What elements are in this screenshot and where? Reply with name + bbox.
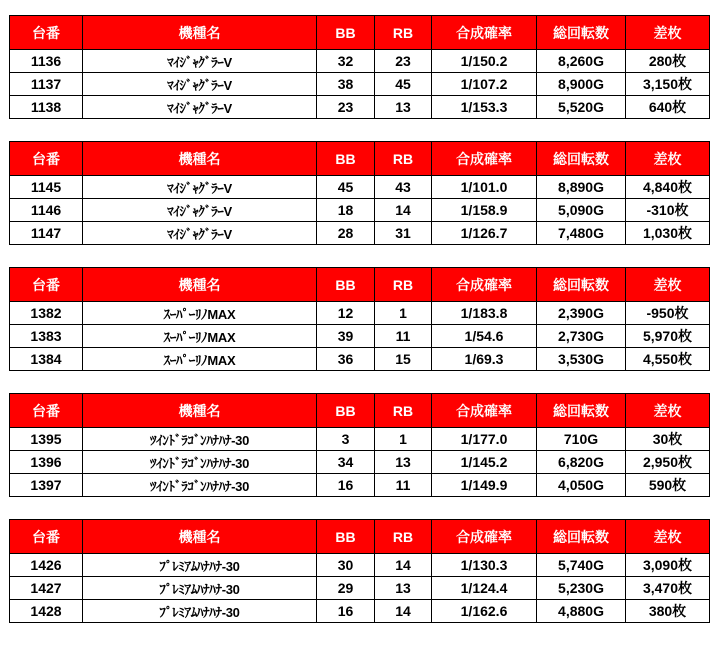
- table-row: [10, 428, 710, 451]
- slot-table: [9, 267, 710, 371]
- cell-combined-probability: 1/177.0: [432, 428, 537, 451]
- header-combined-probability: 合成確率: [432, 394, 537, 428]
- table-row: [10, 222, 710, 245]
- header-bb: BB: [317, 142, 375, 176]
- cell-rb: 1: [375, 302, 432, 325]
- cell-combined-probability: 1/145.2: [432, 451, 537, 474]
- header-medal-difference: 差枚: [626, 520, 710, 554]
- cell-medal-difference: 380枚: [626, 600, 710, 623]
- cell-machine-number: 1428: [10, 600, 83, 623]
- header-machine-name: 機種名: [83, 142, 317, 176]
- cell-rb: 43: [375, 176, 432, 199]
- cell-machine-number: 1426: [10, 554, 83, 577]
- cell-rb: 14: [375, 554, 432, 577]
- header-total-spins: 総回転数: [537, 520, 626, 554]
- cell-machine-number: 1427: [10, 577, 83, 600]
- header-rb: RB: [375, 394, 432, 428]
- cell-bb: 23: [317, 96, 375, 119]
- table-row: [10, 176, 710, 199]
- cell-machine-number: 1384: [10, 348, 83, 371]
- header-machine-number: 台番: [10, 394, 83, 428]
- table-header-row: [10, 394, 710, 428]
- table-row: [10, 474, 710, 497]
- cell-machine-name: ﾂｲﾝﾄﾞﾗｺﾞﾝﾊﾅﾊﾅ-30: [83, 451, 317, 474]
- header-rb: RB: [375, 520, 432, 554]
- cell-machine-number: 1138: [10, 96, 83, 119]
- cell-bb: 12: [317, 302, 375, 325]
- header-bb: BB: [317, 394, 375, 428]
- cell-total-spins: 6,820G: [537, 451, 626, 474]
- cell-medal-difference: 4,550枚: [626, 348, 710, 371]
- cell-medal-difference: 3,150枚: [626, 73, 710, 96]
- cell-machine-number: 1397: [10, 474, 83, 497]
- cell-total-spins: 5,520G: [537, 96, 626, 119]
- cell-total-spins: 5,230G: [537, 577, 626, 600]
- cell-bb: 34: [317, 451, 375, 474]
- cell-machine-name: ﾏｲｼﾞｬｸﾞﾗｰV: [83, 73, 317, 96]
- cell-total-spins: 8,890G: [537, 176, 626, 199]
- cell-rb: 11: [375, 474, 432, 497]
- cell-machine-number: 1396: [10, 451, 83, 474]
- table-header-row: [10, 142, 710, 176]
- table-row: [10, 577, 710, 600]
- cell-rb: 31: [375, 222, 432, 245]
- cell-medal-difference: -310枚: [626, 199, 710, 222]
- cell-machine-name: ﾌﾟﾚﾐｱﾑﾊﾅﾊﾅ-30: [83, 600, 317, 623]
- header-machine-number: 台番: [10, 520, 83, 554]
- header-machine-number: 台番: [10, 142, 83, 176]
- cell-rb: 14: [375, 600, 432, 623]
- cell-medal-difference: 4,840枚: [626, 176, 710, 199]
- cell-machine-number: 1146: [10, 199, 83, 222]
- header-rb: RB: [375, 268, 432, 302]
- cell-machine-name: ﾏｲｼﾞｬｸﾞﾗｰV: [83, 199, 317, 222]
- cell-bb: 38: [317, 73, 375, 96]
- cell-combined-probability: 1/162.6: [432, 600, 537, 623]
- cell-medal-difference: 640枚: [626, 96, 710, 119]
- header-medal-difference: 差枚: [626, 16, 710, 50]
- cell-rb: 13: [375, 96, 432, 119]
- table-row: [10, 554, 710, 577]
- cell-machine-name: ﾏｲｼﾞｬｸﾞﾗｰV: [83, 176, 317, 199]
- header-combined-probability: 合成確率: [432, 268, 537, 302]
- cell-rb: 13: [375, 451, 432, 474]
- table-row: [10, 50, 710, 73]
- cell-machine-name: ﾂｲﾝﾄﾞﾗｺﾞﾝﾊﾅﾊﾅ-30: [83, 428, 317, 451]
- cell-combined-probability: 1/124.4: [432, 577, 537, 600]
- header-rb: RB: [375, 16, 432, 50]
- cell-machine-number: 1147: [10, 222, 83, 245]
- table-row: [10, 199, 710, 222]
- cell-rb: 15: [375, 348, 432, 371]
- cell-bb: 45: [317, 176, 375, 199]
- cell-medal-difference: 2,950枚: [626, 451, 710, 474]
- table-row: [10, 325, 710, 348]
- cell-combined-probability: 1/130.3: [432, 554, 537, 577]
- cell-medal-difference: -950枚: [626, 302, 710, 325]
- cell-rb: 13: [375, 577, 432, 600]
- cell-machine-number: 1383: [10, 325, 83, 348]
- cell-combined-probability: 1/107.2: [432, 73, 537, 96]
- cell-machine-name: ｽｰﾊﾟｰﾘﾉMAX: [83, 325, 317, 348]
- header-total-spins: 総回転数: [537, 268, 626, 302]
- cell-total-spins: 2,730G: [537, 325, 626, 348]
- cell-combined-probability: 1/126.7: [432, 222, 537, 245]
- cell-medal-difference: 1,030枚: [626, 222, 710, 245]
- cell-total-spins: 710G: [537, 428, 626, 451]
- cell-bb: 18: [317, 199, 375, 222]
- cell-bb: 30: [317, 554, 375, 577]
- cell-machine-name: ﾏｲｼﾞｬｸﾞﾗｰV: [83, 96, 317, 119]
- cell-bb: 28: [317, 222, 375, 245]
- cell-machine-name: ﾌﾟﾚﾐｱﾑﾊﾅﾊﾅ-30: [83, 577, 317, 600]
- cell-total-spins: 5,090G: [537, 199, 626, 222]
- header-medal-difference: 差枚: [626, 394, 710, 428]
- cell-medal-difference: 3,090枚: [626, 554, 710, 577]
- cell-bb: 32: [317, 50, 375, 73]
- cell-rb: 45: [375, 73, 432, 96]
- table-header-row: [10, 16, 710, 50]
- cell-medal-difference: 590枚: [626, 474, 710, 497]
- header-combined-probability: 合成確率: [432, 16, 537, 50]
- cell-medal-difference: 30枚: [626, 428, 710, 451]
- header-machine-name: 機種名: [83, 268, 317, 302]
- table-row: [10, 451, 710, 474]
- cell-medal-difference: 280枚: [626, 50, 710, 73]
- cell-bb: 16: [317, 600, 375, 623]
- header-machine-name: 機種名: [83, 520, 317, 554]
- table-row: [10, 73, 710, 96]
- cell-total-spins: 7,480G: [537, 222, 626, 245]
- cell-machine-number: 1137: [10, 73, 83, 96]
- cell-total-spins: 8,900G: [537, 73, 626, 96]
- header-combined-probability: 合成確率: [432, 520, 537, 554]
- cell-machine-number: 1382: [10, 302, 83, 325]
- header-total-spins: 総回転数: [537, 16, 626, 50]
- cell-bb: 29: [317, 577, 375, 600]
- cell-total-spins: 8,260G: [537, 50, 626, 73]
- cell-total-spins: 2,390G: [537, 302, 626, 325]
- cell-combined-probability: 1/153.3: [432, 96, 537, 119]
- header-rb: RB: [375, 142, 432, 176]
- header-machine-number: 台番: [10, 16, 83, 50]
- table-row: [10, 302, 710, 325]
- table-row: [10, 96, 710, 119]
- cell-rb: 1: [375, 428, 432, 451]
- header-machine-number: 台番: [10, 268, 83, 302]
- slot-data-tables: [9, 15, 709, 645]
- cell-machine-name: ﾏｲｼﾞｬｸﾞﾗｰV: [83, 50, 317, 73]
- slot-table: [9, 141, 710, 245]
- cell-machine-name: ﾌﾟﾚﾐｱﾑﾊﾅﾊﾅ-30: [83, 554, 317, 577]
- cell-combined-probability: 1/54.6: [432, 325, 537, 348]
- cell-combined-probability: 1/149.9: [432, 474, 537, 497]
- slot-table: [9, 15, 710, 119]
- header-medal-difference: 差枚: [626, 268, 710, 302]
- header-bb: BB: [317, 520, 375, 554]
- cell-total-spins: 5,740G: [537, 554, 626, 577]
- cell-bb: 39: [317, 325, 375, 348]
- header-machine-name: 機種名: [83, 16, 317, 50]
- cell-combined-probability: 1/69.3: [432, 348, 537, 371]
- header-total-spins: 総回転数: [537, 394, 626, 428]
- header-medal-difference: 差枚: [626, 142, 710, 176]
- cell-total-spins: 4,880G: [537, 600, 626, 623]
- slot-table: [9, 519, 710, 623]
- header-combined-probability: 合成確率: [432, 142, 537, 176]
- slot-table: [9, 393, 710, 497]
- cell-rb: 11: [375, 325, 432, 348]
- cell-bb: 3: [317, 428, 375, 451]
- table-row: [10, 600, 710, 623]
- table-header-row: [10, 268, 710, 302]
- cell-machine-name: ｽｰﾊﾟｰﾘﾉMAX: [83, 348, 317, 371]
- header-bb: BB: [317, 16, 375, 50]
- cell-rb: 23: [375, 50, 432, 73]
- cell-machine-number: 1395: [10, 428, 83, 451]
- cell-total-spins: 3,530G: [537, 348, 626, 371]
- cell-machine-name: ｽｰﾊﾟｰﾘﾉMAX: [83, 302, 317, 325]
- table-row: [10, 348, 710, 371]
- cell-medal-difference: 5,970枚: [626, 325, 710, 348]
- cell-medal-difference: 3,470枚: [626, 577, 710, 600]
- header-bb: BB: [317, 268, 375, 302]
- cell-total-spins: 4,050G: [537, 474, 626, 497]
- cell-machine-number: 1145: [10, 176, 83, 199]
- cell-machine-name: ﾂｲﾝﾄﾞﾗｺﾞﾝﾊﾅﾊﾅ-30: [83, 474, 317, 497]
- header-total-spins: 総回転数: [537, 142, 626, 176]
- cell-combined-probability: 1/158.9: [432, 199, 537, 222]
- cell-rb: 14: [375, 199, 432, 222]
- cell-combined-probability: 1/101.0: [432, 176, 537, 199]
- cell-bb: 36: [317, 348, 375, 371]
- header-machine-name: 機種名: [83, 394, 317, 428]
- table-header-row: [10, 520, 710, 554]
- cell-combined-probability: 1/150.2: [432, 50, 537, 73]
- cell-bb: 16: [317, 474, 375, 497]
- cell-combined-probability: 1/183.8: [432, 302, 537, 325]
- cell-machine-name: ﾏｲｼﾞｬｸﾞﾗｰV: [83, 222, 317, 245]
- cell-machine-number: 1136: [10, 50, 83, 73]
